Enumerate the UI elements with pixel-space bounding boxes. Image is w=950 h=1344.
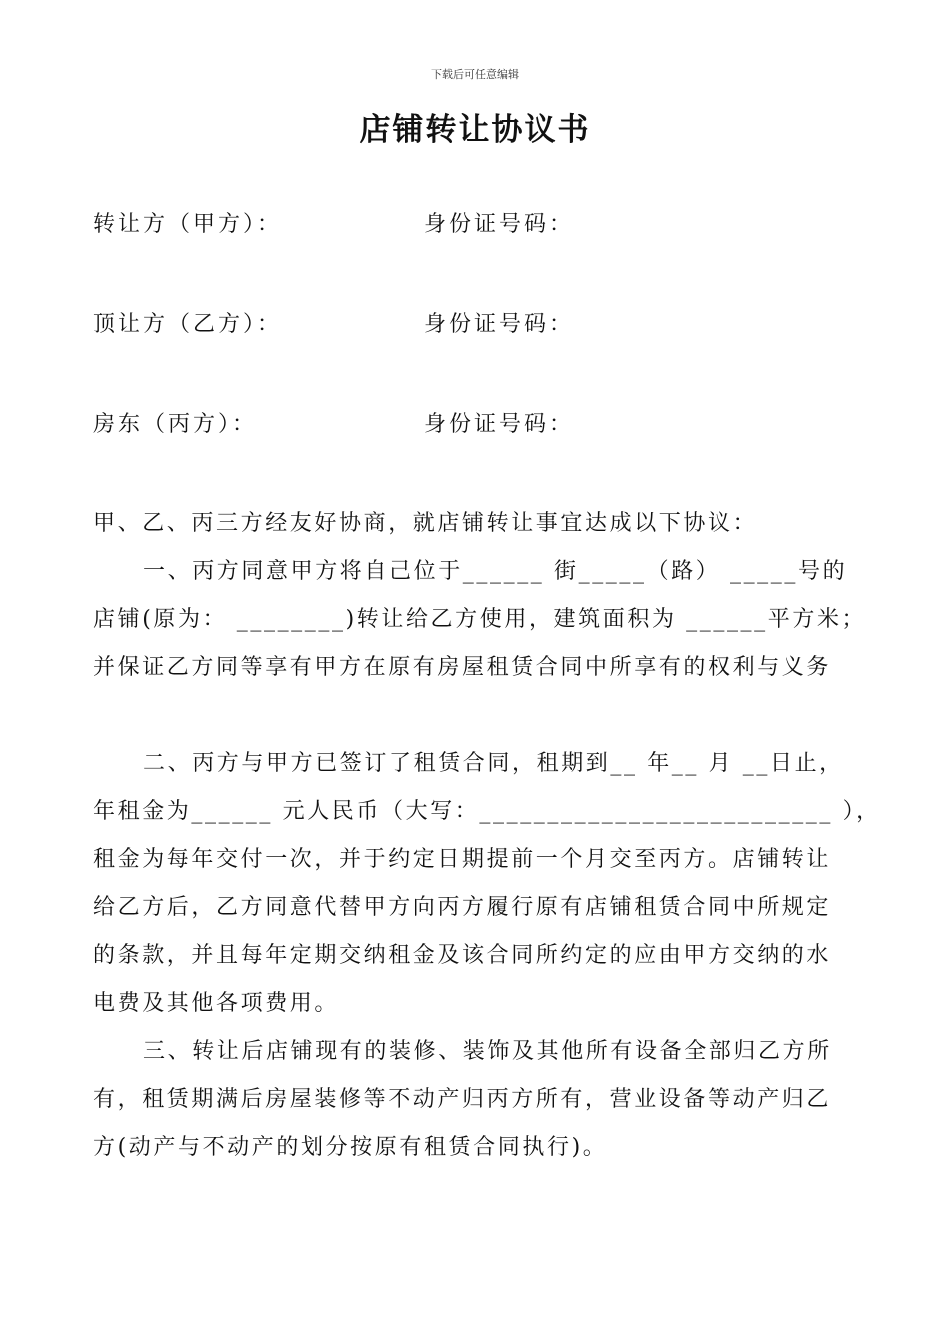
agreement-body xyxy=(93,500,881,1172)
intro-paragraph: 甲、乙、丙三方经友好协商，就店铺转让事宜达成以下协议： xyxy=(93,511,758,536)
id-number-label: 身份证号码： xyxy=(424,312,575,337)
clause-1-line: 店铺(原为： ________)转让给乙方使用，建筑面积为 ______平方米； xyxy=(93,607,867,632)
party-label-transferee: 顶让方（乙方）： xyxy=(93,312,283,337)
clause-2-line: 给乙方后，乙方同意代替甲方向丙方履行原有店铺租赁合同中所规定 xyxy=(93,895,832,920)
party-label-landlord: 房东（丙方）： xyxy=(93,412,258,437)
clause-1-line: 一、丙方同意甲方将自己位于______ 街_____（路） _____号的 xyxy=(143,559,848,584)
clause-3-line: 三、转让后店铺现有的装修、装饰及其他所有设备全部归乙方所 xyxy=(143,1039,832,1064)
party-label-transferor: 转让方（甲方）： xyxy=(93,212,283,237)
clause-2-line: 租金为每年交付一次，并于约定日期提前一个月交至丙方。店铺转让 xyxy=(93,847,832,872)
clause-3-line: 有，租赁期满后房屋装修等不动产归丙方所有，营业设备等动产归乙 xyxy=(93,1087,832,1112)
paragraph-spacer xyxy=(93,692,863,740)
header-note: 下载后可任意编辑 xyxy=(431,68,519,81)
clause-2-line: 电费及其他各项费用。 xyxy=(93,991,340,1016)
clause-3-line: 方(动产与不动产的划分按原有租赁合同执行)。 xyxy=(93,1135,608,1160)
document-title: 店铺转让协议书 xyxy=(359,112,591,148)
clause-2-line: 年租金为______ 元人民币（大写：__________________________ ）， xyxy=(93,799,881,824)
clause-1-line: 并保证乙方同等享有甲方在原有房屋租赁合同中所享有的权利与义务 xyxy=(93,655,832,680)
id-number-label: 身份证号码： xyxy=(424,212,575,237)
id-number-label: 身份证号码： xyxy=(424,412,575,437)
clause-2-line: 二、丙方与甲方已签订了租赁合同，租期到__ 年__ 月 __日止， xyxy=(143,751,844,776)
clause-2-line: 的条款，并且每年定期交纳租金及该合同所约定的应由甲方交纳的水 xyxy=(93,943,832,968)
